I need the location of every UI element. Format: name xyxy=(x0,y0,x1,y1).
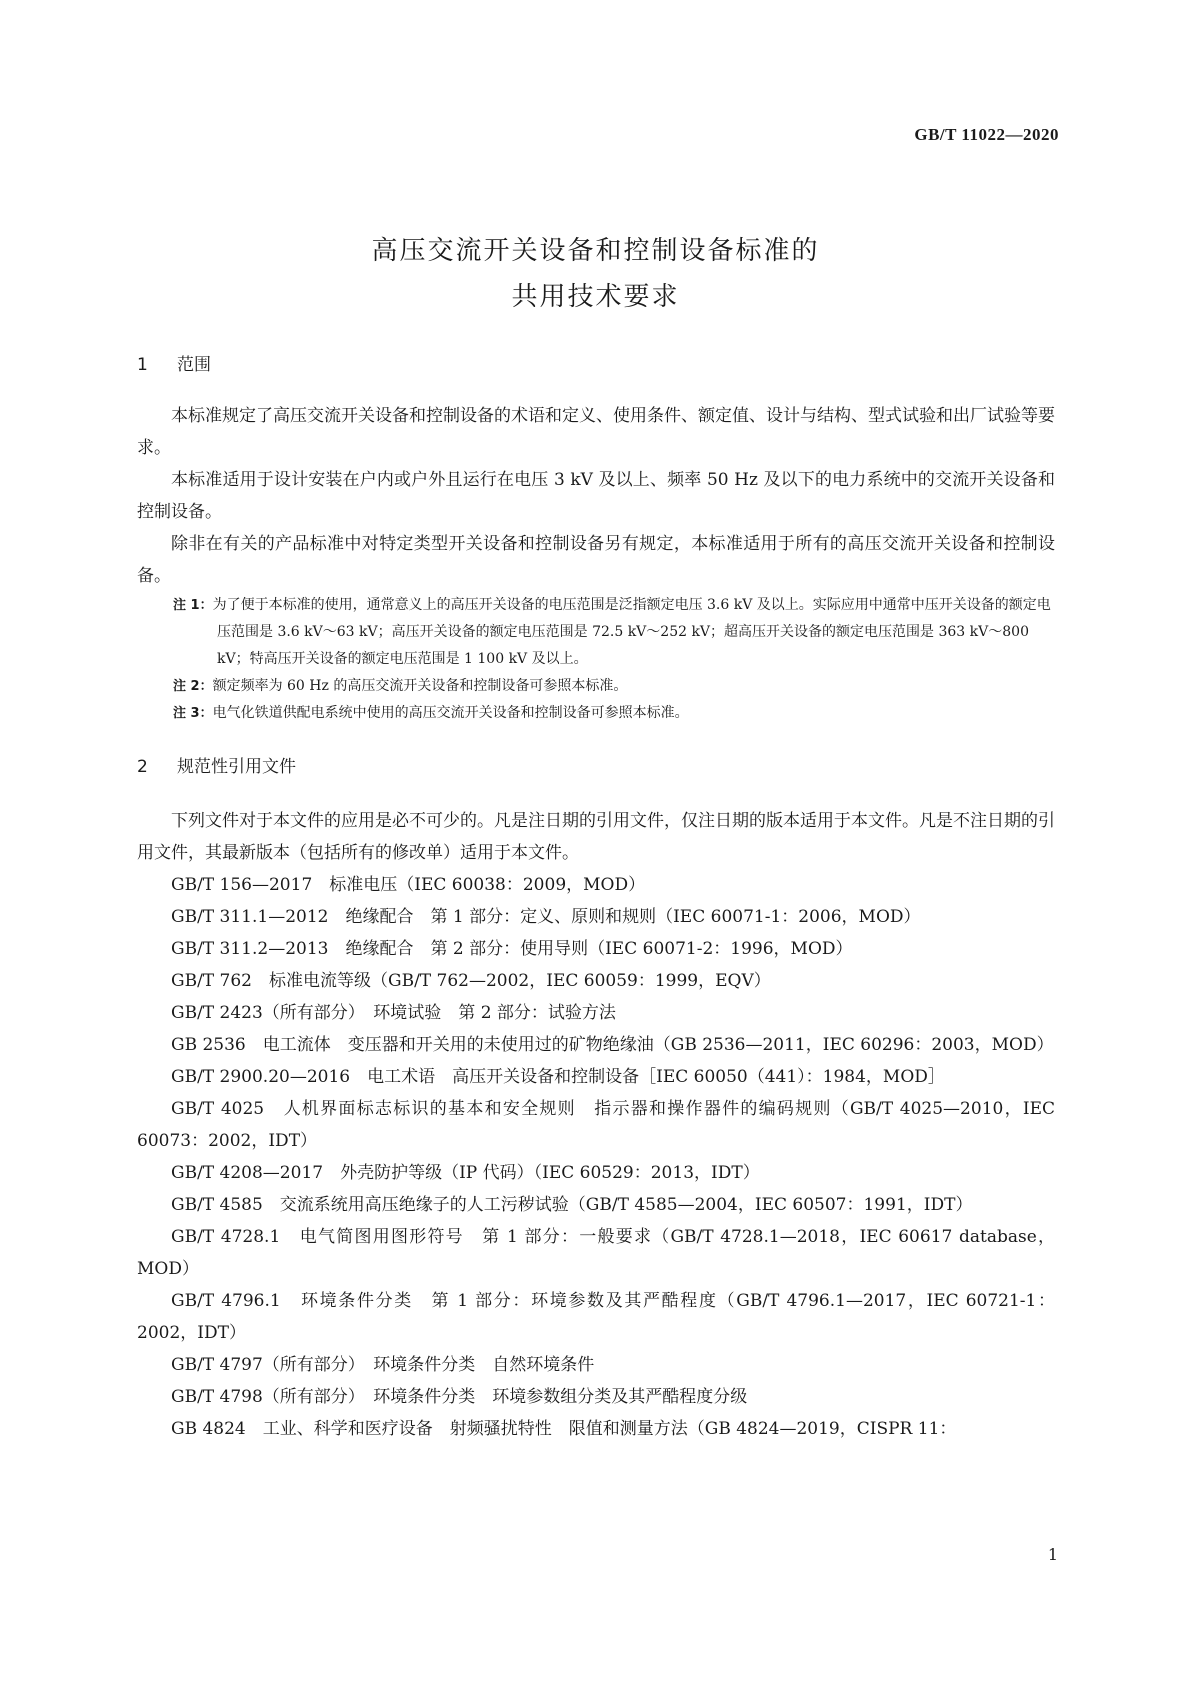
reference-item: GB/T 4025 人机界面标志标识的基本和安全规则 指示器和操作器件的编码规则（GB/T 4025—2010，IEC 60073：2002，IDT） xyxy=(137,1099,1055,1151)
section-2-heading xyxy=(137,752,296,777)
section-1-heading xyxy=(137,350,211,375)
note-3-text: 电气化铁道供配电系统中使用的高压交流开关设备和控制设备可参照本标准。 xyxy=(212,705,689,721)
reference-item: GB/T 311.1—2012 绝缘配合 第 1 部分：定义、原则和规则（IEC 60071-1：2006，MOD） xyxy=(171,907,921,927)
note-2 xyxy=(137,673,1055,700)
reference-item: GB 4824 工业、科学和医疗设备 射频骚扰特性 限值和测量方法（GB 4824—2019，CISPR 11： xyxy=(171,1419,957,1439)
note-2-text: 额定频率为 60 Hz 的高压交流开关设备和控制设备可参照本标准。 xyxy=(212,678,628,694)
note-3-label: 注 3： xyxy=(173,706,213,721)
section-1-number: 1 xyxy=(137,355,148,375)
reference-item: GB/T 4728.1 电气简图用图形符号 第 1 部分：一般要求（GB/T 4728.1—2018，IEC 60617 database，MOD） xyxy=(137,1227,1055,1279)
section-2-body xyxy=(137,805,1055,1445)
reference-item: GB/T 4798（所有部分） 环境条件分类 环境参数组分类及其严酷程度分级 xyxy=(171,1387,748,1407)
reference-item: GB/T 4797（所有部分） 环境条件分类 自然环境条件 xyxy=(171,1355,595,1375)
title-line-2: 共用技术要求 xyxy=(511,282,680,312)
section-2-number: 2 xyxy=(137,757,148,777)
scope-paragraph-1: 本标准规定了高压交流开关设备和控制设备的术语和定义、使用条件、额定值、设计与结构、型式试验和出厂试验等要求。 xyxy=(137,406,1055,458)
title-line-1: 高压交流开关设备和控制设备标准的 xyxy=(371,236,820,266)
reference-item: GB/T 4585 交流系统用高压绝缘子的人工污秽试验（GB/T 4585—2004，IEC 60507：1991，IDT） xyxy=(171,1195,973,1215)
reference-item: GB/T 4208—2017 外壳防护等级（IP 代码）（IEC 60529：2013，IDT） xyxy=(171,1163,760,1183)
reference-item: GB/T 4796.1 环境条件分类 第 1 部分：环境参数及其严酷程度（GB/T 4796.1—2017，IEC 60721-1：2002，IDT） xyxy=(137,1291,1055,1343)
reference-item: GB/T 2900.20—2016 电工术语 高压开关设备和控制设备［IEC 60050（441）：1984，MOD］ xyxy=(171,1067,945,1087)
standard-number: GB/T 11022—2020 xyxy=(914,125,1059,144)
note-3 xyxy=(137,700,1055,727)
scope-paragraph-3: 除非在有关的产品标准中对特定类型开关设备和控制设备另有规定，本标准适用于所有的高压交流开关设备和控制设备。 xyxy=(137,534,1055,586)
section-2-title: 规范性引用文件 xyxy=(177,757,296,777)
note-1 xyxy=(137,592,1055,673)
note-1-label: 注 1： xyxy=(173,598,213,613)
note-1-text: 为了便于本标准的使用，通常意义上的高压开关设备的电压范围是泛指额定电压 3.6 kV 及以上。实际应用中通常中压开关设备的额定电压范围是 3.6 kV～63 kV；高压开关设备的额定电压范围是 72.5 kV～252 kV；超高压开关设备的额定电压范围是 363 kV～800 kV；特高压开关设备的额定电压范围是 1 100 kV 及以上。 xyxy=(212,597,1051,667)
note-2-label: 注 2： xyxy=(173,679,213,694)
page-number: 1 xyxy=(1047,1545,1058,1564)
reference-item: GB/T 762 标准电流等级（GB/T 762—2002，IEC 60059：1999，EQV） xyxy=(171,971,771,991)
reference-item: GB/T 2423（所有部分） 环境试验 第 2 部分：试验方法 xyxy=(171,1003,616,1023)
section-1-title: 范围 xyxy=(177,355,211,375)
reference-item: GB/T 311.2—2013 绝缘配合 第 2 部分：使用导则（IEC 60071-2：1996，MOD） xyxy=(171,939,853,959)
references-intro: 下列文件对于本文件的应用是必不可少的。凡是注日期的引用文件，仅注日期的版本适用于本文件。凡是不注日期的引用文件，其最新版本（包括所有的修改单）适用于本文件。 xyxy=(137,811,1055,863)
section-1-body xyxy=(137,400,1055,727)
reference-item: GB 2536 电工流体 变压器和开关用的未使用过的矿物绝缘油（GB 2536—2011，IEC 60296：2003，MOD） xyxy=(171,1035,1054,1055)
reference-item: GB/T 156—2017 标准电压（IEC 60038：2009，MOD） xyxy=(171,875,646,895)
document-title xyxy=(0,228,1191,320)
scope-paragraph-2: 本标准适用于设计安装在户内或户外且运行在电压 3 kV 及以上、频率 50 Hz 及以下的电力系统中的交流开关设备和控制设备。 xyxy=(137,470,1055,522)
